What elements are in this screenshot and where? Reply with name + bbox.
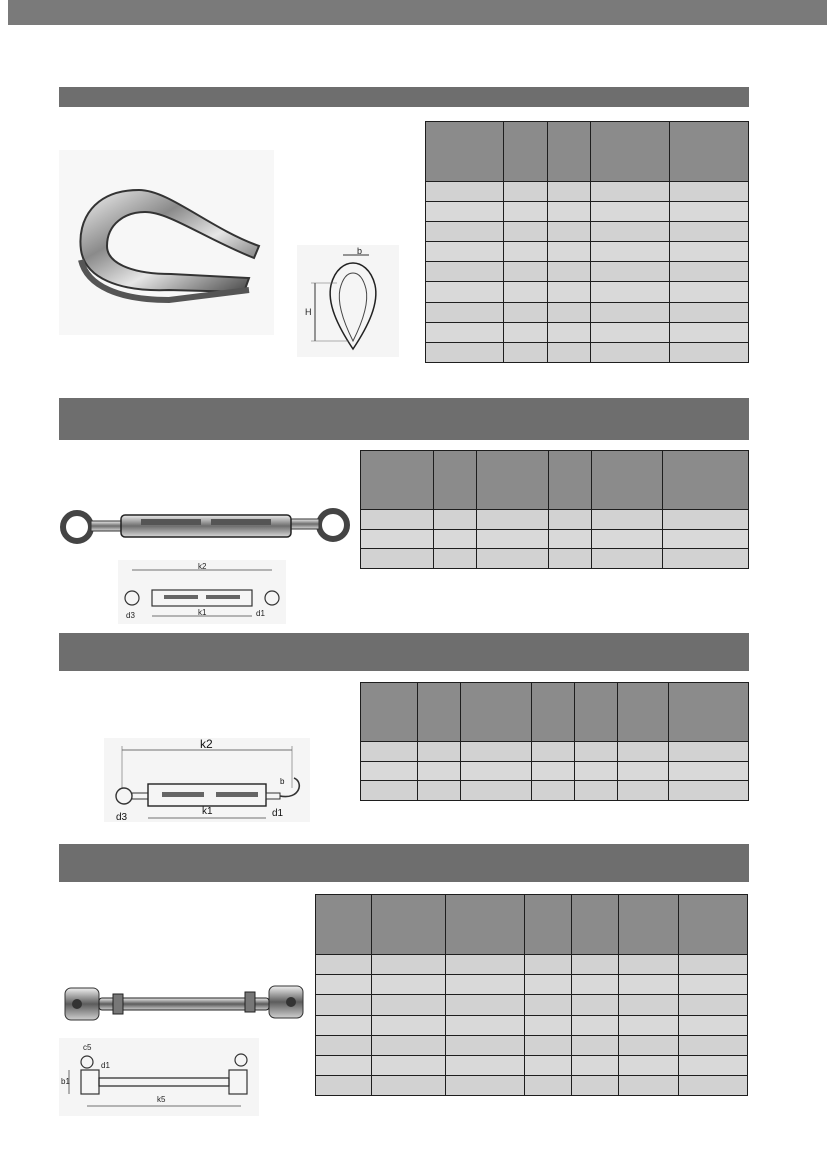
label-h: H xyxy=(305,307,312,317)
thimble-diagram xyxy=(297,245,399,357)
label-b1: b1 xyxy=(61,1077,70,1086)
label-k2: k2 xyxy=(200,738,213,751)
table-row xyxy=(361,781,749,801)
thimble-photo xyxy=(59,150,274,335)
label-d1: d1 xyxy=(101,1061,110,1070)
rigging-screw-diagram xyxy=(59,1038,259,1116)
label-k5: k5 xyxy=(157,1095,166,1104)
label-k1: k1 xyxy=(202,806,213,817)
page-header-bar xyxy=(8,0,827,25)
label-d3: d3 xyxy=(126,611,135,620)
label-k2: k2 xyxy=(198,562,207,571)
table-row xyxy=(316,1015,748,1035)
table-row xyxy=(316,1076,748,1096)
turnbuckle-eye-hook-spec-table xyxy=(360,682,749,801)
rigging-screw-spec-table xyxy=(315,894,748,1096)
rigging-screw-photo xyxy=(59,980,309,1028)
turnbuckle-eye-eye-diagram xyxy=(118,560,286,624)
table-header-row xyxy=(426,122,749,182)
section-bar-turnbuckle-eye-eye xyxy=(59,398,749,440)
table-header-row xyxy=(361,451,749,510)
table-row xyxy=(426,222,749,242)
table-header-row xyxy=(316,895,748,955)
label-b: b xyxy=(357,246,363,256)
section-bar-rigging-screw xyxy=(59,844,749,882)
turnbuckle-eye-eye-spec-table xyxy=(360,450,749,569)
table-header-row xyxy=(361,683,749,742)
table-row xyxy=(426,302,749,322)
table-row xyxy=(361,529,749,549)
thimble-spec-table xyxy=(425,121,749,363)
table-row xyxy=(316,1055,748,1075)
table-row xyxy=(426,322,749,342)
table-row xyxy=(316,1035,748,1055)
section-bar-turnbuckle-eye-hook xyxy=(59,633,749,671)
label-k1: k1 xyxy=(198,608,207,617)
section-bar-thimble xyxy=(59,87,749,107)
table-row xyxy=(361,742,749,762)
turnbuckle-eye-hook-diagram xyxy=(104,738,310,822)
table-row xyxy=(426,282,749,302)
label-b: b xyxy=(280,777,285,786)
table-row xyxy=(426,242,749,262)
table-row xyxy=(426,202,749,222)
table-row xyxy=(316,995,748,1015)
table-row xyxy=(361,549,749,569)
label-d1: d1 xyxy=(256,609,265,618)
table-row xyxy=(316,975,748,995)
table-row xyxy=(426,342,749,362)
table-row xyxy=(361,761,749,781)
table-row xyxy=(316,955,748,975)
turnbuckle-eye-eye-photo xyxy=(59,505,351,549)
label-c5: c5 xyxy=(83,1043,92,1052)
table-row xyxy=(426,262,749,282)
label-d3: d3 xyxy=(116,812,128,822)
table-row xyxy=(361,510,749,530)
label-d1: d1 xyxy=(272,808,284,819)
table-row xyxy=(426,182,749,202)
